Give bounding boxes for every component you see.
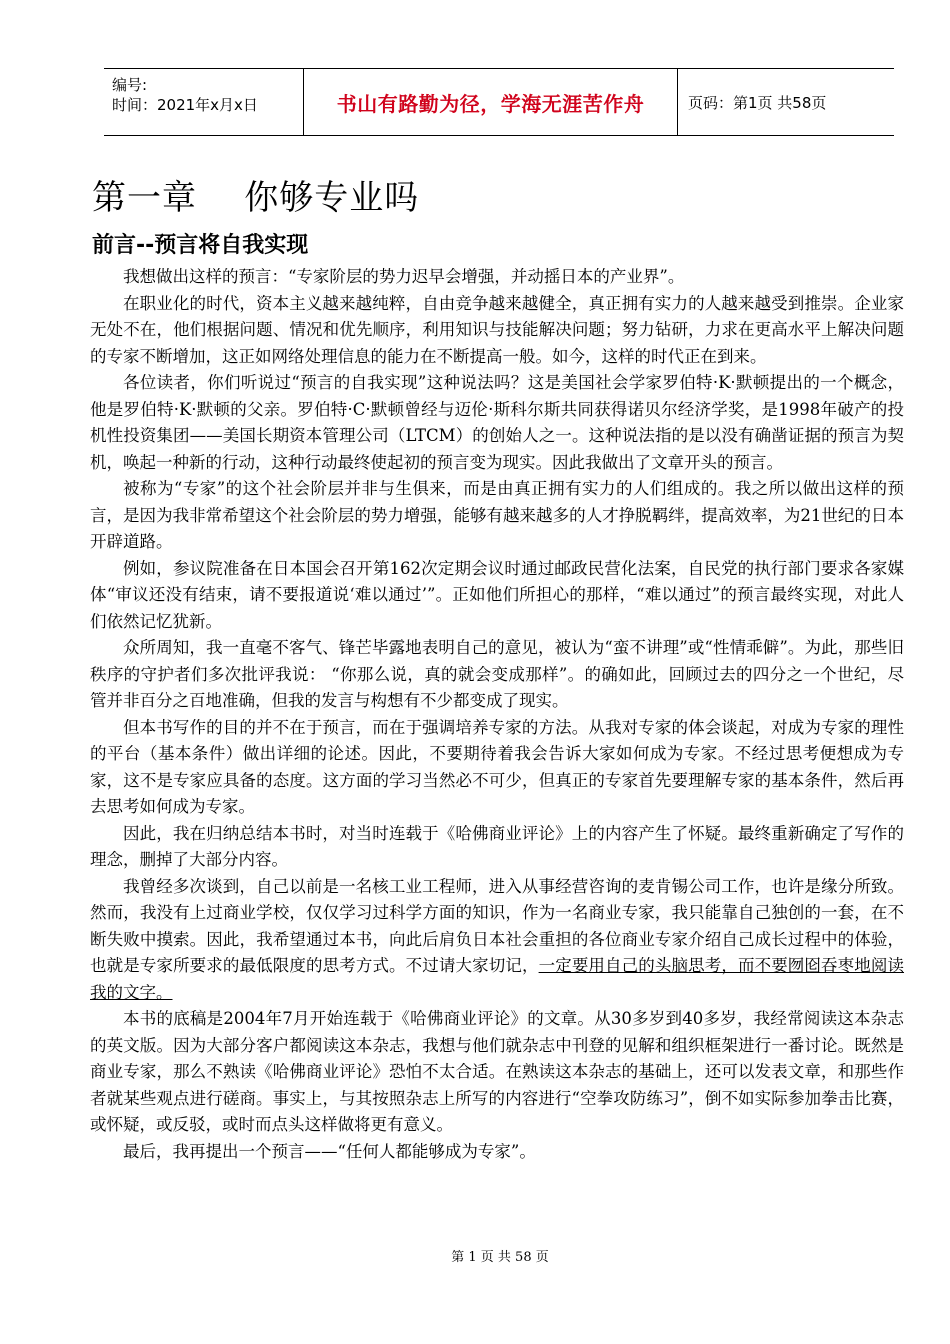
document-number-label: 编号:	[112, 76, 148, 94]
header-meta	[104, 69, 304, 135]
body-text	[90, 264, 904, 1165]
page-header	[104, 68, 894, 136]
chapter-title: 第一章 你够专业吗	[92, 178, 420, 218]
paragraph: 最后，我再提出一个预言——“任何人都能够成为专家”。	[123, 1141, 536, 1161]
paragraph: 各位读者，你们听说过“预言的自我实现”这种说法吗？这是美国社会学家罗伯特·K·默顿提出的一个概念，他是罗伯特·K·默顿的父亲。罗伯特·C·默顿曾经与迈伦·斯科尔斯共同获得诺贝尔经济学奖，是1998年破产的投机性投资集团——美国长期资本管理公司（LTCM）的创始人之一。这种说法指的是以没有确凿证据的预言为契机，唤起一种新的行动，这种行动最终使起初的预言变为现实。因此我做出了文章开头的预言。	[90, 373, 904, 472]
paragraph: 众所周知，我一直毫不客气、锋芒毕露地表明自己的意见，被认为“蛮不讲理”或“性情乖僻”。为此，那些旧秩序的守护者们多次批评我说： “你那么说，真的就会变成那样”。的确如此，回顾过去的四分之一个世纪，尽管并非百分之百地准确，但我的发言与构想有不少都变成了现实。	[90, 638, 904, 710]
underlined-emphasis: 一定要用自己的头脑思考，而不要囫囵吞枣地阅读我的文字。	[90, 956, 905, 1002]
paragraph-text: 我曾经多次谈到，自己以前是一名核工业工程师，进入从事经营咨询的麦肯锡公司工作，也许是缘分所致。然而，我没有上过商业学校，仅仅学习过科学方面的知识，作为一名商业专家，我只能靠自己独创的一套，在不断失败中摸索。因此，我希望通过本书，向此后肩负日本社会重担的各位商业专家介绍自己成长过程中的体验，也就是专家所要求的最低限度的思考方式。不过请大家切记，	[90, 876, 904, 975]
paragraph: 被称为“专家”的这个社会阶层并非与生俱来，而是由真正拥有实力的人们组成的。我之所以做出这样的预言，是因为我非常希望这个社会阶层的势力增强，能够有越来越多的人才挣脱羁绊，提高效率，为21世纪的日本开辟道路。	[90, 479, 904, 551]
paragraph: 在职业化的时代，资本主义越来越纯粹，自由竞争越来越健全，真正拥有实力的人越来越受到推崇。企业家无处不在，他们根据问题、情况和优先顺序，利用知识与技能解决问题；努力钻研，力求在更高水平上解决问题的专家不断增加，这正如网络处理信息的能力在不断提高一般。如今，这样的时代正在到来。	[90, 293, 904, 366]
paragraph: 本书的底稿是2004年7月开始连载于《哈佛商业评论》的文章。从30多岁到40多岁，我经常阅读这本杂志的英文版。因为大部分客户都阅读这本杂志，我想与他们就杂志中刊登的见解和组织框架进行一番讨论。既然是商业专家，那么不熟读《哈佛商业评论》恐怕不太合适。在熟读这本杂志的基础上，还可以发表文章，和那些作者就某些观点进行磋商。事实上，与其按照杂志上所写的内容进行“空拳攻防练习”，倒不如实际参加拳击比赛，或怀疑，或反驳，或时而点头这样做将更有意义。	[90, 1009, 904, 1134]
header-page-info: 页码：第1页 共58页	[688, 93, 827, 112]
paragraph: 但本书写作的目的并不在于预言，而在于强调培养专家的方法。从我对专家的体会谈起，对成为专家的理性的平台（基本条件）做出详细的论述。因此，不要期待着我会告诉大家如何成为专家。不经过思考便想成为专家，这不是专家应具备的态度。这方面的学习当然必不可少，但真正的专家首先要理解专家的基本条件，然后再去思考如何成为专家。	[90, 717, 904, 816]
header-motto: 书山有路勤为径，学海无涯苦作舟	[304, 69, 678, 135]
section-title: 前言--预言将自我实现	[92, 233, 309, 258]
paragraph	[90, 874, 904, 1007]
document-time-label: 时间：2021年x月x日	[112, 96, 258, 114]
paragraph: 因此，我在归纳总结本书时，对当时连载于《哈佛商业评论》上的内容产生了怀疑。最终重新确定了写作的理念，删掉了大部分内容。	[90, 823, 904, 869]
page-footer: 第 1 页 共 58 页	[451, 1250, 549, 1265]
paragraph: 例如，参议院准备在日本国会召开第162次定期会议时通过邮政民营化法案，自民党的执行部门要求各家媒体“审议还没有结束，请不要报道说‘难以通过’”。正如他们所担心的那样，“难以通过”的预言最终实现，对此人们依然记忆犹新。	[90, 558, 904, 631]
paragraph: 我想做出这样的预言：“专家阶层的势力迟早会增强，并动摇日本的产业界”。	[123, 267, 685, 286]
